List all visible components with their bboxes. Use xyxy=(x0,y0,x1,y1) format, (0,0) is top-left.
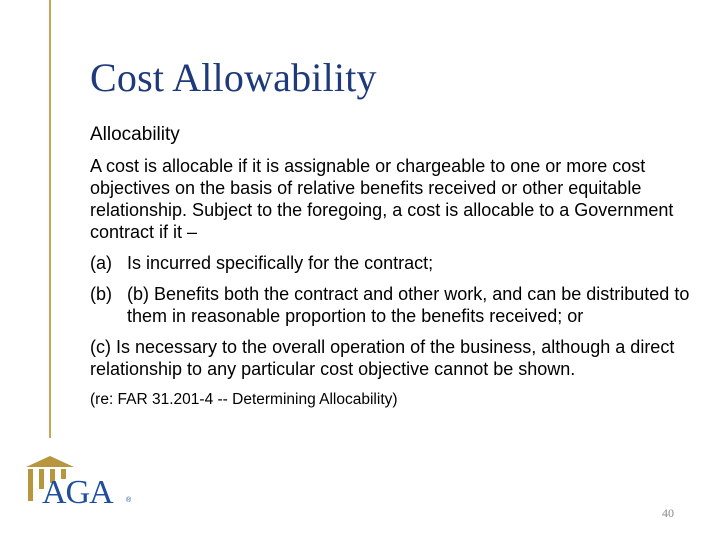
item-c-paragraph: (c) Is necessary to the overall operation of the business, although a direct relationship to any particular cost objective cannot be shown. xyxy=(90,337,675,379)
slide-title: Cost Allowability xyxy=(90,55,377,100)
list-text: (b) Benefits both the contract and other work, and can be distributed to them in reasonable proportion to the benefits received; or xyxy=(127,284,690,326)
list-text: Is incurred specifically for the contract; xyxy=(127,253,434,273)
list-item-a xyxy=(90,252,690,274)
building-columns-icon xyxy=(26,455,156,515)
list-label: (a) xyxy=(90,253,112,273)
list-item-b xyxy=(90,283,690,327)
section-heading: Allocability xyxy=(90,124,180,145)
slide-body xyxy=(90,124,690,411)
far-reference: (re: FAR 31.201-4 -- Determining Allocability) xyxy=(90,391,398,408)
page-number: 40 xyxy=(662,506,674,520)
svg-text:®: ® xyxy=(126,497,132,504)
svg-text:AGA: AGA xyxy=(42,474,113,511)
intro-paragraph: A cost is allocable if it is assignable or chargeable to one or more cost objectives on the basis of relative benefits received or other equitable relationship. Subject to the foregoing, a cost is allocable to a Government contract if it – xyxy=(90,156,674,242)
gold-divider-line xyxy=(49,0,51,438)
list-label: (b) xyxy=(90,284,112,304)
aga-logo xyxy=(26,455,156,515)
